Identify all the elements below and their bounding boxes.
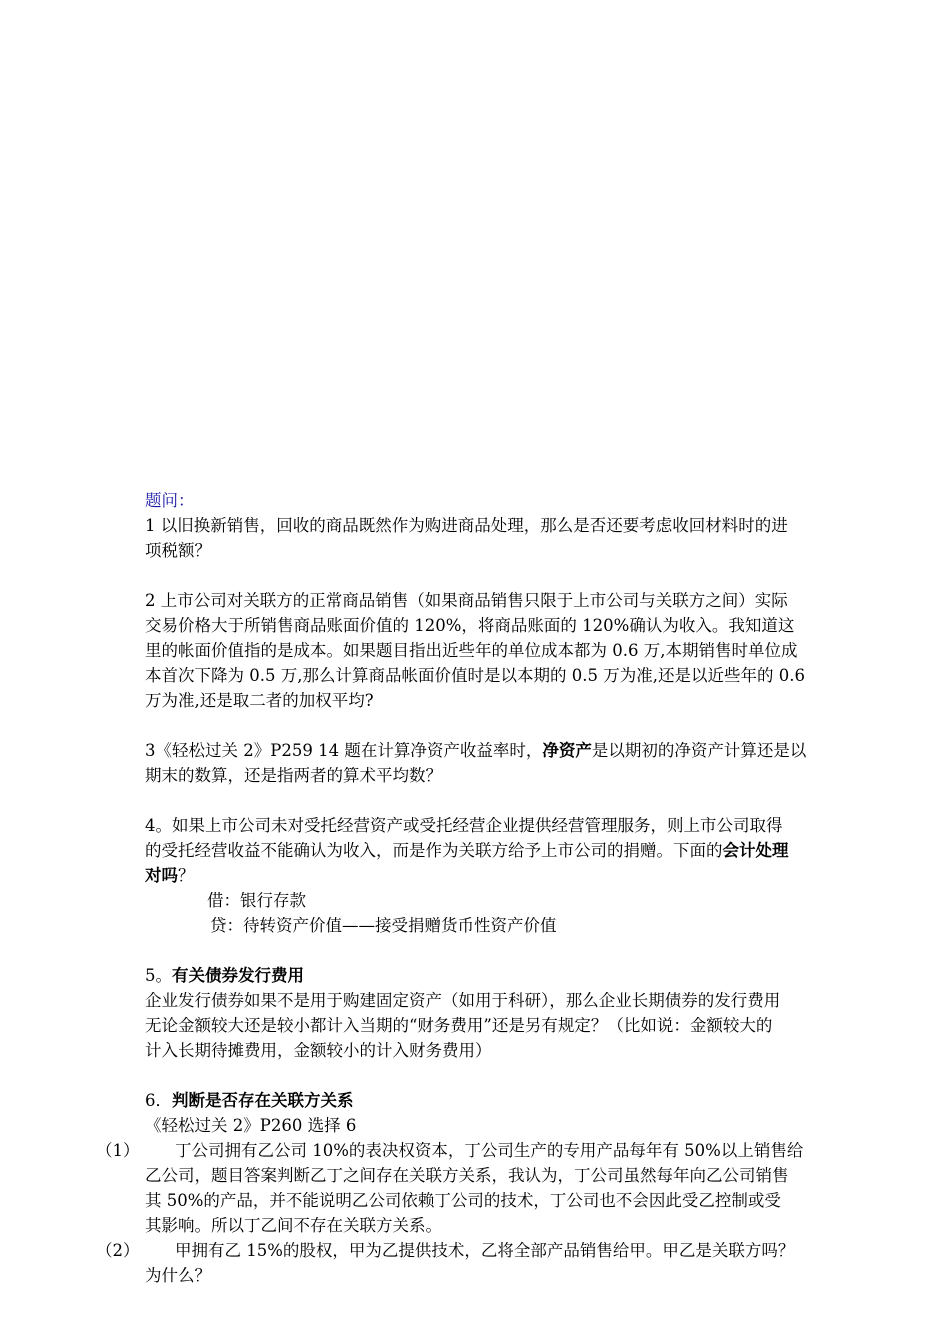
q6-item-2-number: （2） xyxy=(96,1241,140,1260)
q4-debit-entry: 借：银行存款 xyxy=(207,891,306,910)
q5-title-text: 有关债券发行费用 xyxy=(172,966,304,985)
q3-text-a: 3《轻松过关 2》P259 14 题在计算净资产收益率时， xyxy=(145,741,543,760)
q3-text-c: 是以期初的净资产计算还是以 xyxy=(591,741,807,760)
q6-item-2-line-1: 甲拥有乙 15%的股权，甲为乙提供技术，乙将全部产品销售给甲。甲乙是关联方吗？ xyxy=(175,1241,795,1260)
q1-line-1: 1 以旧换新销售，回收的商品既然作为购进商品处理，那么是否还要考虑收回材料时的进 xyxy=(145,516,788,535)
q5-title xyxy=(145,963,304,988)
q2-line-2: 交易价格大于所销售商品账面价值的 120%，将商品账面的 120%确认为收入。我知道这 xyxy=(145,616,795,635)
q5-line-1: 企业发行债券如果不是用于购建固定资产（如用于科研），那么企业长期债券的发行费用 xyxy=(145,991,781,1010)
q4-credit-entry: 贷：待转资产价值——接受捐赠货币性资产价值 xyxy=(210,916,557,935)
q4-bold-term: 会计处理 xyxy=(722,841,789,860)
q2-line-3: 里的帐面价值指的是成本。如果题目指出近些年的单位成本都为 0.6 万,本期销售时单位成 xyxy=(145,641,798,660)
q3-line-1 xyxy=(145,738,806,763)
q6-item-1-number: （1） xyxy=(96,1141,140,1160)
section-heading: 题问： xyxy=(145,491,195,510)
q5-line-2: 无论金额较大还是较小都计入当期的“财务费用”还是另有规定？（比如说：金额较大的 xyxy=(145,1016,773,1035)
q6-item-1-line-3: 其 50%的产品，并不能说明乙公司依赖丁公司的技术，丁公司也不会因此受乙控制或受 xyxy=(145,1191,781,1210)
q6-reference: 《轻松过关 2》P260 选择 6 xyxy=(145,1116,357,1135)
q2-line-4: 本首次下降为 0.5 万,那么计算商品帐面价值时是以本期的 0.5 万为准,还是以近些年的 0.6 xyxy=(145,666,805,685)
q6-number: 6． xyxy=(145,1091,172,1110)
q4-line-2 xyxy=(145,838,789,863)
q4-line-1: 4。如果上市公司未对受托经营资产或受托经营企业提供经营管理服务，则上市公司取得 xyxy=(145,816,783,835)
q4-question-mark: ？ xyxy=(178,866,195,885)
q5-number: 5。 xyxy=(145,966,172,985)
q6-title-text: 判断是否存在关联方关系 xyxy=(172,1091,354,1110)
q6-title xyxy=(145,1088,354,1113)
q3-bold-term: 净资产 xyxy=(542,741,592,760)
q2-line-5: 万为准,还是取二者的加权平均? xyxy=(145,691,374,710)
q3-line-2: 期末的数算，还是指两者的算术平均数？ xyxy=(145,766,442,785)
q4-text-a: 的受托经营收益不能确认为收入，而是作为关联方给予上市公司的捐赠。下面的 xyxy=(145,841,723,860)
q6-item-2-line-2: 为什么？ xyxy=(145,1266,211,1285)
q4-line-3 xyxy=(145,863,195,888)
q4-bold-question: 对吗 xyxy=(145,866,178,885)
q6-item-1-line-2: 乙公司，题目答案判断乙丁之间存在关联方关系，我认为，丁公司虽然每年向乙公司销售 xyxy=(145,1166,789,1185)
q6-item-1-line-1: 丁公司拥有乙公司 10%的表决权资本，丁公司生产的专用产品每年有 50%以上销售给 xyxy=(175,1141,804,1160)
q6-item-1-line-4: 其影响。所以丁乙间不存在关联方关系。 xyxy=(145,1216,442,1235)
q5-line-3: 计入长期待摊费用，金额较小的计入财务费用） xyxy=(145,1041,492,1060)
q1-line-2: 项税额？ xyxy=(145,541,211,560)
q2-line-1: 2 上市公司对关联方的正常商品销售（如果商品销售只限于上市公司与关联方之间）实际 xyxy=(145,591,788,610)
